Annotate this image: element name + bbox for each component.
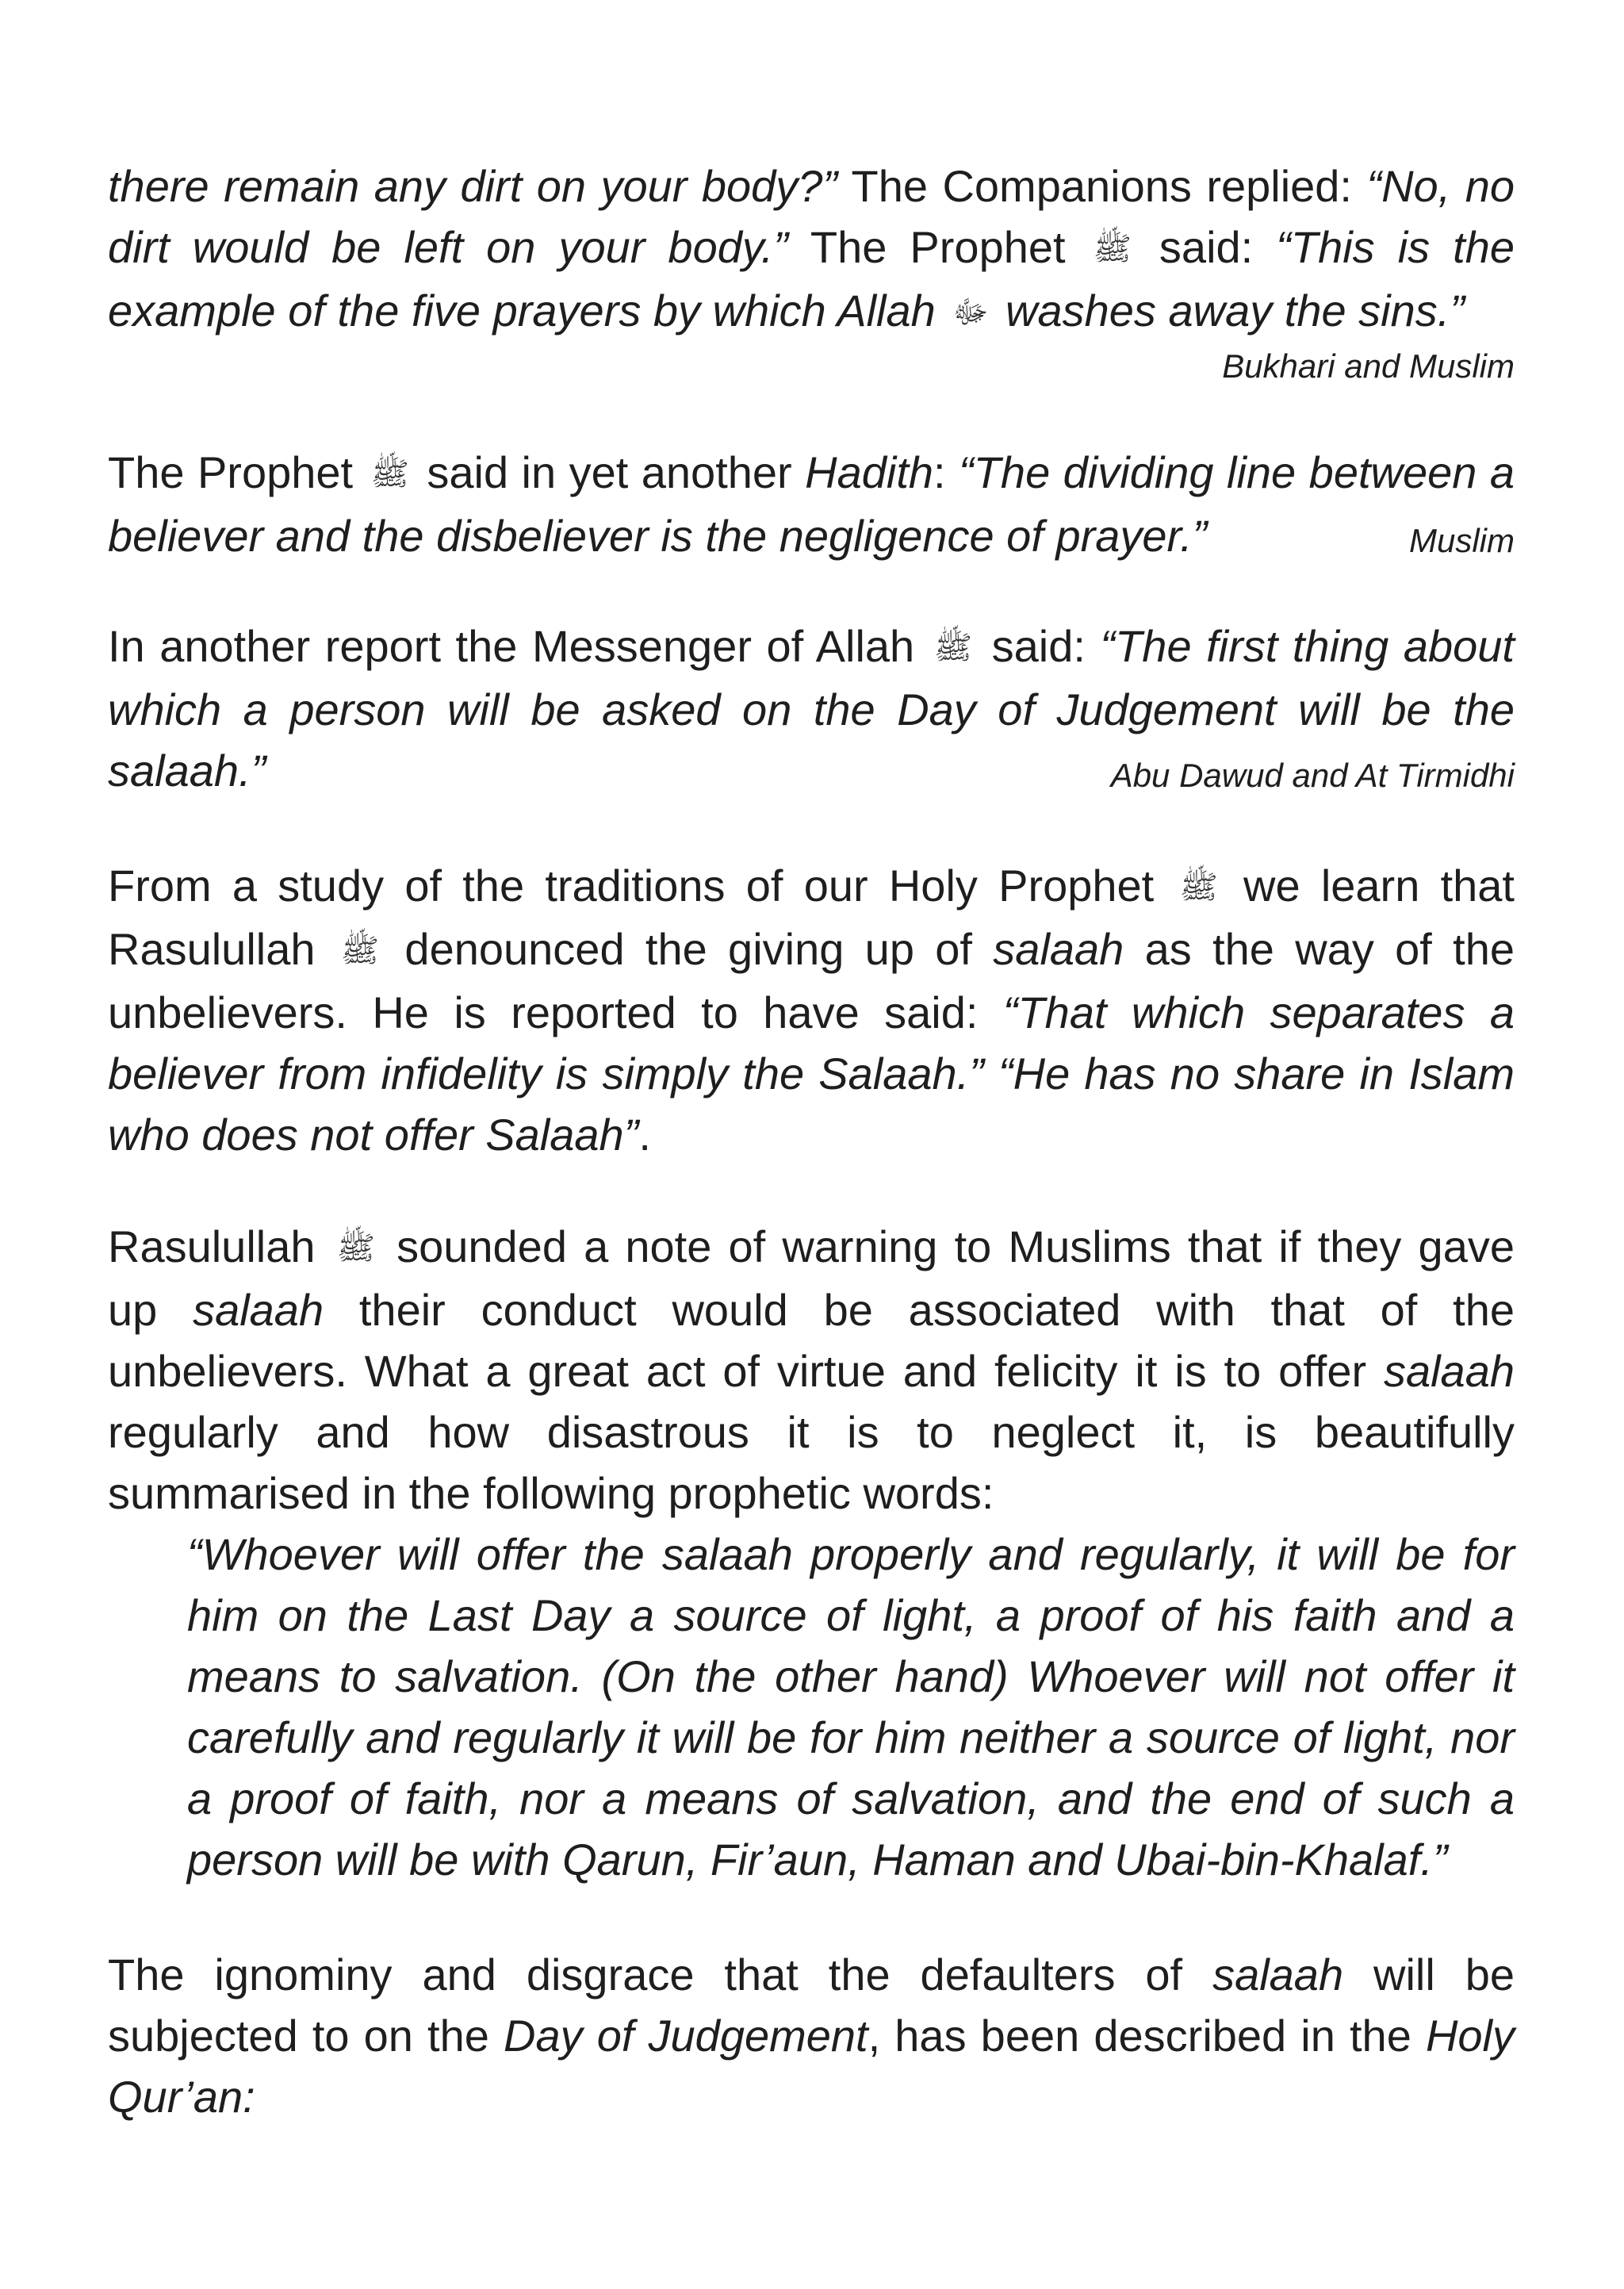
hadith-term: Hadith xyxy=(805,447,934,497)
paragraph-1 xyxy=(108,155,1515,343)
body-text: The Prophet xyxy=(108,447,366,497)
body-text: From a study of the traditions of our Holy Prophet xyxy=(108,861,1175,911)
pbuh-symbol-icon: ﷺ xyxy=(336,1231,375,1266)
quote-text: there remain any dirt on your body?” xyxy=(108,161,838,211)
reference-citation: Bukhari and Muslim xyxy=(1222,347,1515,385)
quote-text: “This is the example of the five prayers by which Allah xyxy=(108,222,1515,335)
body-text: The Companions replied: xyxy=(837,161,1367,211)
salaah-term: salaah xyxy=(1212,1950,1344,2000)
salaah-term: salaah xyxy=(993,924,1124,974)
salaah-term: salaah xyxy=(1383,1346,1515,1396)
body-text: regularly and how disastrous it is to neglect it, is beautifully summarised in the following prophetic words: xyxy=(108,1407,1515,1518)
paragraph-3 xyxy=(108,615,1515,801)
body-text: In another report the Messenger of Allah xyxy=(108,621,929,671)
body-text: said in yet another xyxy=(413,447,806,497)
body-text: their conduct would be associated with that of the unbelievers. What a great act of virtue and felicity it is to offer xyxy=(108,1285,1515,1396)
pbuh-symbol-icon: ﷺ xyxy=(933,631,973,665)
quote-text: “The dividing line between a believer and the disbeliever is the negligence of prayer.” xyxy=(108,447,1515,561)
day-of-judgement-term: Day of Judgement xyxy=(504,2011,868,2061)
quote-text: “That which separates a believer from infidelity is simply the Salaah.” “He has no share in Islam who does not offer Salaah” xyxy=(108,987,1515,1160)
paragraph-4 xyxy=(108,855,1515,1165)
body-text: said: xyxy=(1136,222,1277,272)
paragraph-2 xyxy=(108,442,1515,566)
swt-symbol-icon: ﷻ xyxy=(952,295,989,330)
body-text: The ignominy and disgrace that the defaulters of xyxy=(108,1950,1213,2000)
body-text: we learn that Rasulullah xyxy=(108,861,1515,974)
holy-quran-term: Holy Qur’an: xyxy=(108,2011,1515,2122)
quote-text: washes away the sins.” xyxy=(993,286,1465,335)
body-text: denounced the giving up of xyxy=(384,924,994,974)
salaah-term: salaah xyxy=(193,1285,324,1335)
quote-text: “The first thing about which a person will be asked on the Day of Judgement will be the salaah.” xyxy=(108,621,1515,796)
body-text: Rasulullah xyxy=(108,1221,332,1271)
pbuh-symbol-icon: ﷺ xyxy=(1093,232,1132,266)
paragraph-6 xyxy=(108,1944,1515,2127)
reference-citation: Abu Dawud and At Tirmidhi xyxy=(1110,757,1515,794)
pbuh-symbol-icon: ﷺ xyxy=(1179,870,1218,905)
body-text: will be subjected to on the xyxy=(108,1950,1515,2061)
body-text: : xyxy=(933,447,959,497)
body-text: sounded a note of warning to Muslims that if they gave up xyxy=(108,1221,1515,1335)
block-quote: “Whoever will offer the salaah properly and regularly, it will be for him on the Last Day a source of light, a proof of his faith and a means to salvation. (On the other hand) Whoever will not offer it carefully and regularly it will be for him neither a source of light, nor a proof of faith, nor a means of salvation, and the end of such a person will be with Qarun, Fir’aun, Haman and Ubai-bin-Khalaf.” xyxy=(187,1529,1515,1884)
body-text: , has been described in the xyxy=(868,2011,1426,2061)
quote-text: “No, no dirt would be left on your body.” xyxy=(108,161,1515,272)
body-text: as the way of the unbelievers. He is reported to have said: xyxy=(108,924,1515,1037)
body-text: . xyxy=(638,1110,651,1160)
body-text: The Prophet xyxy=(787,222,1089,272)
paragraph-5 xyxy=(108,1216,1515,1524)
body-text: said: xyxy=(977,621,1101,671)
pbuh-symbol-icon: ﷺ xyxy=(340,934,380,968)
document-page xyxy=(108,155,1515,2127)
pbuh-symbol-icon: ﷺ xyxy=(370,457,409,492)
reference-citation: Muslim xyxy=(1409,522,1515,559)
